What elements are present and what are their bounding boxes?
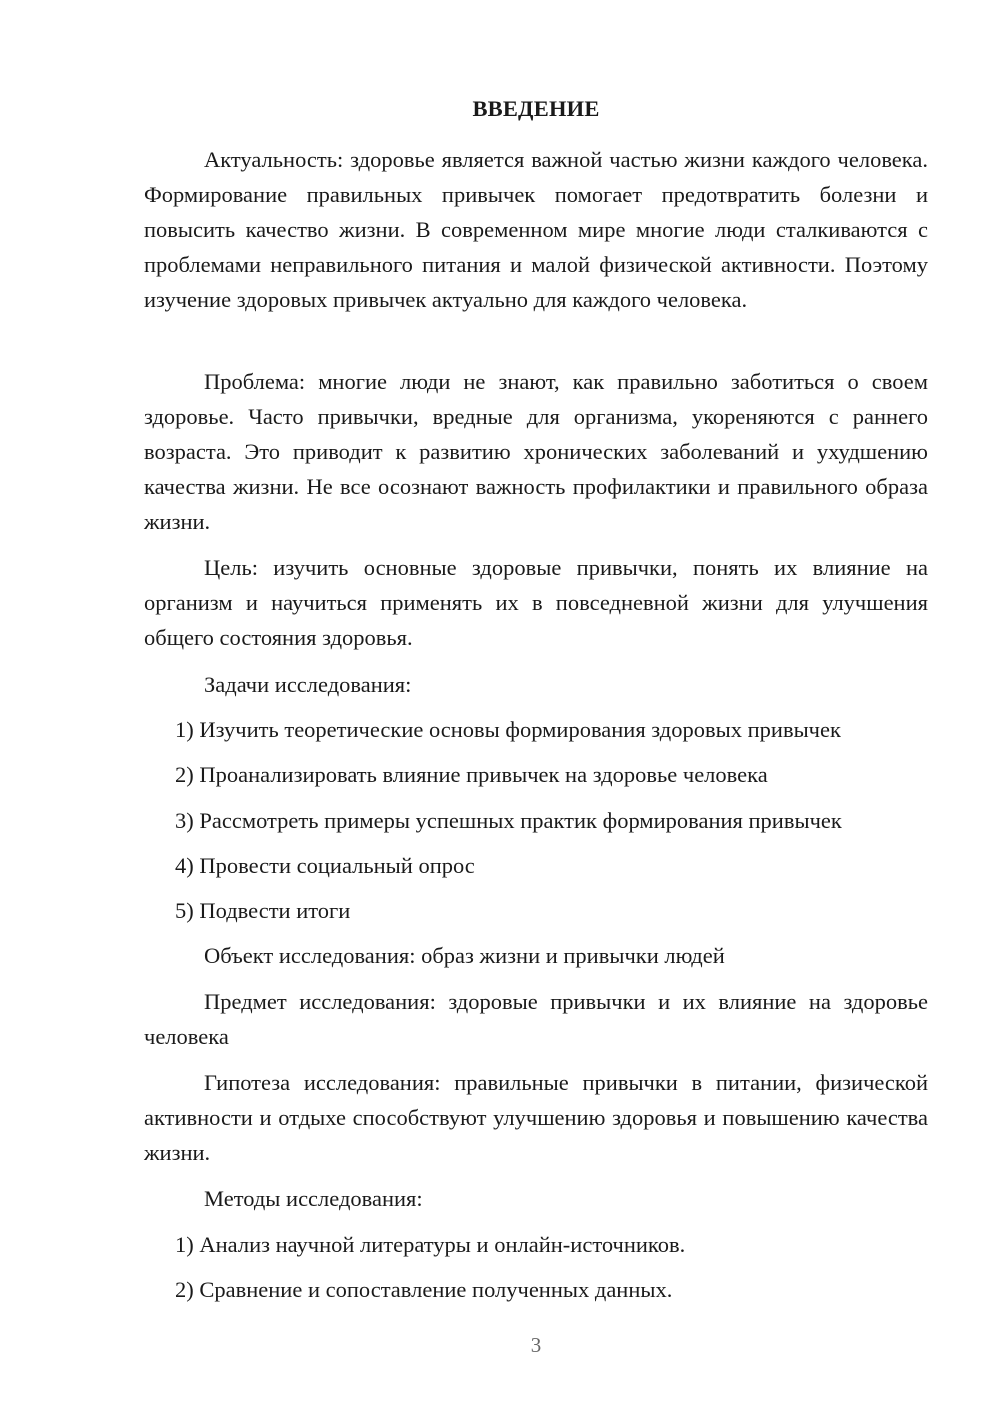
paragraph-goal: Цель: изучить основные здоровые привычки, понять их влияние на организм и научиться применять их в повседневной жизни для улучшения общего состояния здоровья. (144, 555, 928, 650)
paragraph-problem: Проблема: многие люди не знают, как правильно заботиться о своем здоровье. Часто привычки, вредные для организма, укореняются с раннего возраста. Это приводит к развитию хронических заболеваний и ухудшению качества жизни. Не все осознают важность профилактики и правильного образа жизни. (144, 369, 928, 534)
paragraph-relevance: Актуальность: здоровье является важной частью жизни каждого человека. Формирование правильных привычек помогает предотвратить болезни и повысить качество жизни. В современном мире многие люди сталкиваются с проблемами неправильного питания и малой физической активности. Поэтому изучение здоровых привычек актуально для каждого человека. (144, 147, 928, 312)
page-number: 3 (530, 1333, 542, 1357)
paragraph-object: Объект исследования: образ жизни и привычки людей (204, 943, 725, 968)
method-item-1: 1) Анализ научной литературы и онлайн-источников. (175, 1232, 686, 1257)
methods-heading: Методы исследования: (204, 1186, 423, 1211)
paragraph-subject: Предмет исследования: здоровые привычки и их влияние на здоровье человека (144, 989, 928, 1049)
tasks-heading: Задачи исследования: (204, 672, 412, 697)
section-title: ВВЕДЕНИЕ (472, 96, 600, 121)
task-item-1: 1) Изучить теоретические основы формирования здоровых привычек (175, 717, 841, 742)
method-item-2: 2) Сравнение и сопоставление полученных данных. (175, 1277, 673, 1302)
task-item-4: 4) Провести социальный опрос (175, 853, 475, 878)
task-item-3: 3) Рассмотреть примеры успешных практик формирования привычек (175, 808, 842, 833)
paragraph-hypothesis: Гипотеза исследования: правильные привычки в питании, физической активности и отдыхе способствуют улучшению здоровья и повышению качества жизни. (144, 1070, 928, 1165)
task-item-5: 5) Подвести итоги (175, 898, 351, 923)
task-item-2: 2) Проанализировать влияние привычек на здоровье человека (175, 762, 768, 787)
